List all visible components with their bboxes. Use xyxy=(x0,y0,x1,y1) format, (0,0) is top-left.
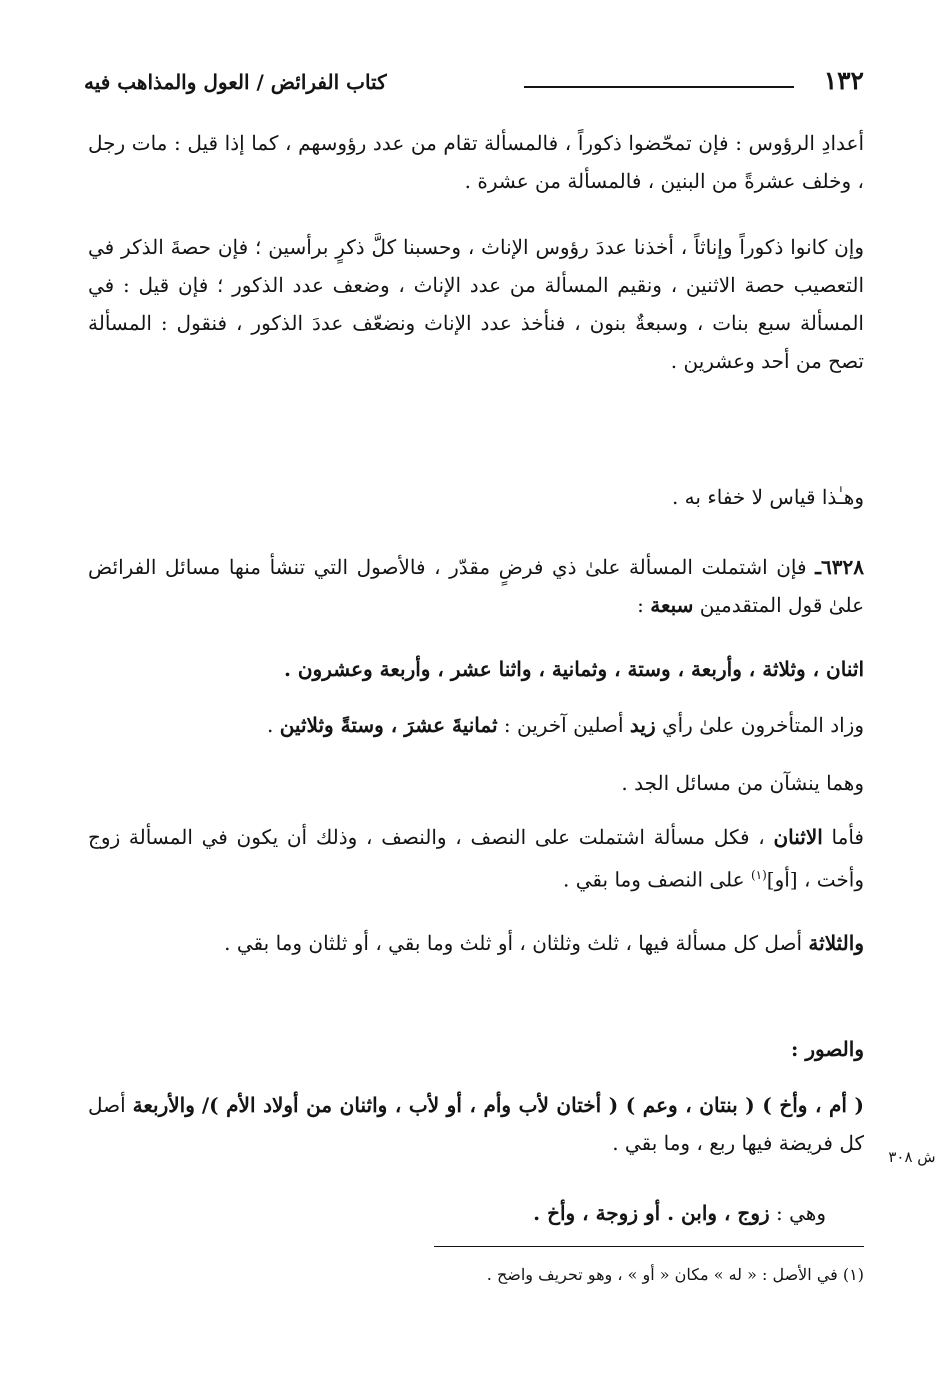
running-title: كتاب الفرائض / العول والمذاهب فيه xyxy=(84,70,387,94)
paragraph-5 xyxy=(88,650,864,688)
paragraph-12 xyxy=(88,1194,826,1232)
paragraph-8-body: ، فكل مسألة اشتملت على النصف ، والنصف ، وذلك أن يكون في المسألة زوج وأخت ، [أو] xyxy=(88,825,864,892)
paragraph-6-start: وزاد المتأخرون علىٰ رأي xyxy=(661,713,864,737)
paragraph-6-mid: أصلين آخرين : xyxy=(503,713,624,737)
paragraph-3-text: وهـٰذا قياس لا خفاء به . xyxy=(671,485,864,509)
paragraph-7-text: وهما ينشآن من مسائل الجد . xyxy=(621,771,864,795)
paragraph-4-body: فإن اشتملت المسألة علىٰ ذي فرضٍ مقدّر ، فالأصول التي تنشأ منها مسائل الفرائض علىٰ قول المتقدمين xyxy=(88,555,864,617)
paragraph-4-end: : xyxy=(637,593,644,617)
paragraph-9 xyxy=(88,924,864,962)
paragraph-4-bold: سبعة xyxy=(650,593,694,617)
paragraph-11 xyxy=(88,1086,864,1162)
paragraph-8-end: على النصف وما بقي . xyxy=(563,867,745,892)
paragraph-10 xyxy=(88,1030,864,1068)
paragraph-6-text xyxy=(88,706,864,744)
paragraph-11-text xyxy=(88,1086,864,1162)
paragraph-4 xyxy=(88,548,864,624)
paragraph-11-body: أصل كل فريضة فيها ربع ، وما بقي . xyxy=(88,1093,864,1155)
footnote: (١) في الأصل : « له » مكان « أو » ، وهو تحريف واضح . xyxy=(486,1265,864,1284)
paragraph-11-bold: ( أم ، وأخ ) ( بنتان ، وعم ) ( أختان لأب وأم ، أو لأب ، واثنان من أولاد الأم )/ xyxy=(201,1093,865,1117)
paragraph-8 xyxy=(88,818,864,899)
paragraph-1-text: أعدادِ الرؤوس : فإن تمحّضوا ذكوراً ، فالمسألة تقام من عدد رؤوسهم ، كما إذا قيل : مات رجل ، وخلف عشرةً من البنين ، فالمسألة من عشرة . xyxy=(88,131,864,193)
paragraph-3 xyxy=(88,478,864,516)
footnote-rule xyxy=(434,1246,864,1247)
paragraph-11-bold2: والأربعة xyxy=(132,1093,195,1117)
paragraph-8-bold: الاثنان xyxy=(773,825,823,849)
paragraph-8-text xyxy=(88,818,864,899)
paragraph-6-bold: ثمانيةَ عشرَ ، وستةً وثلاثين xyxy=(279,713,498,737)
paragraph-10-text: والصور : xyxy=(791,1037,864,1061)
paragraph-6-zaid: زيد xyxy=(629,713,656,737)
paragraph-5-text: اثنان ، وثلاثة ، وأربعة ، وستة ، وثمانية ، واثنا عشر ، وأربعة وعشرون . xyxy=(283,657,864,681)
page-number: ١٣٢ xyxy=(823,66,864,95)
page-header xyxy=(84,62,864,102)
paragraph-9-body: أصل كل مسألة فيها ، ثلث وثلثان ، أو ثلث وما بقي ، أو ثلثان وما بقي . xyxy=(224,931,803,955)
section-number: ٦٣٢٨ـ xyxy=(815,555,864,579)
paragraph-4-text xyxy=(88,548,864,624)
paragraph-7 xyxy=(88,764,864,802)
paragraph-1 xyxy=(88,124,864,200)
paragraph-12-text xyxy=(88,1194,826,1232)
paragraph-6 xyxy=(88,706,864,744)
header-rule xyxy=(524,86,794,88)
paragraph-2-text: وإن كانوا ذكوراً وإناثاً ، أخذنا عددَ رؤوس الإناث ، وحسبنا كلَّ ذكرٍ برأسين ؛ فإن حصةَ الذكر في التعصيب حصة الاثنين ، ونقيم المسألة من عدد الإناث ، وضعف عدد الذكور ؛ فإن قيل : في المسألة سبع بنات ، وسبعةٌ بنون ، فنأخذ عدد الإناث ونضعّف عددَ الذكور ، فنقول : المسألة تصح من أحد وعشرين . xyxy=(88,235,864,373)
footnote-ref: (١) xyxy=(750,868,767,882)
margin-page-note: ش ٣٠٨ xyxy=(888,1148,936,1166)
paragraph-2 xyxy=(88,228,864,380)
paragraph-12-start: وهي : xyxy=(776,1201,826,1225)
paragraph-8-start: فأما xyxy=(831,825,864,849)
paragraph-9-bold: والثلاثة xyxy=(808,931,864,955)
paragraph-9-text xyxy=(88,924,864,962)
paragraph-12-bold: زوج ، وابن . أو زوجة ، وأخ . xyxy=(533,1201,770,1225)
paragraph-6-end: . xyxy=(266,713,274,737)
